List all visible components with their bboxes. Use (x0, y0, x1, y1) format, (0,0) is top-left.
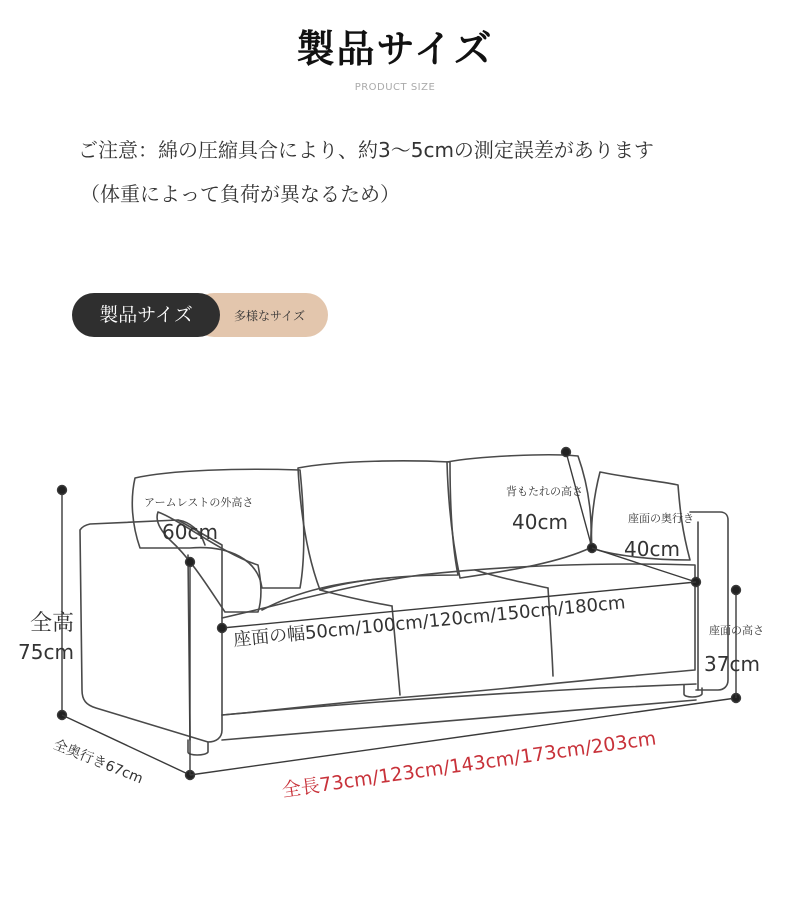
seat-width-label: 座面の幅50cm/100cm/120cm/150cm/180cm (232, 592, 627, 651)
sofa-foot-right (684, 685, 702, 697)
seat-height-label: 座面の高さ (709, 624, 764, 637)
total-height-value: 75cm (18, 640, 74, 664)
back-height-value: 40cm (512, 510, 568, 534)
armrest-height-label: アームレストの外高さ (144, 496, 254, 509)
total-length-label: 全長73cm/123cm/143cm/173cm/203cm (280, 727, 658, 802)
tab-product-size[interactable]: 製品サイズ (72, 293, 220, 337)
back-cushion-middle (298, 461, 458, 590)
left-arm (80, 520, 222, 742)
measurement-note: ご注意：綿の圧縮具合により、約3～5cmの測定誤差があります (78, 138, 654, 162)
measurement-note-reason: （体重によって負荷が異なるため） (80, 182, 400, 206)
seat-depth-label: 座面の奥行き (628, 512, 694, 525)
armrest-height-value: 60cm (162, 520, 218, 544)
sofa-base (222, 684, 696, 715)
total-depth-label: 全奥行き67cm (50, 736, 146, 788)
tab-various-sizes-label: 多様なサイズ (234, 309, 306, 323)
page-title: 製品サイズ (296, 27, 494, 71)
page-subtitle: PRODUCT SIZE (354, 82, 436, 93)
back-cushion-left (132, 469, 303, 588)
total-height-label: 全高 (30, 611, 75, 636)
back-height-label: 背もたれの高さ (506, 485, 583, 498)
seat-depth-value: 40cm (624, 537, 680, 561)
seat-height-value: 37cm (704, 652, 760, 676)
sofa-foot-left (188, 740, 208, 755)
